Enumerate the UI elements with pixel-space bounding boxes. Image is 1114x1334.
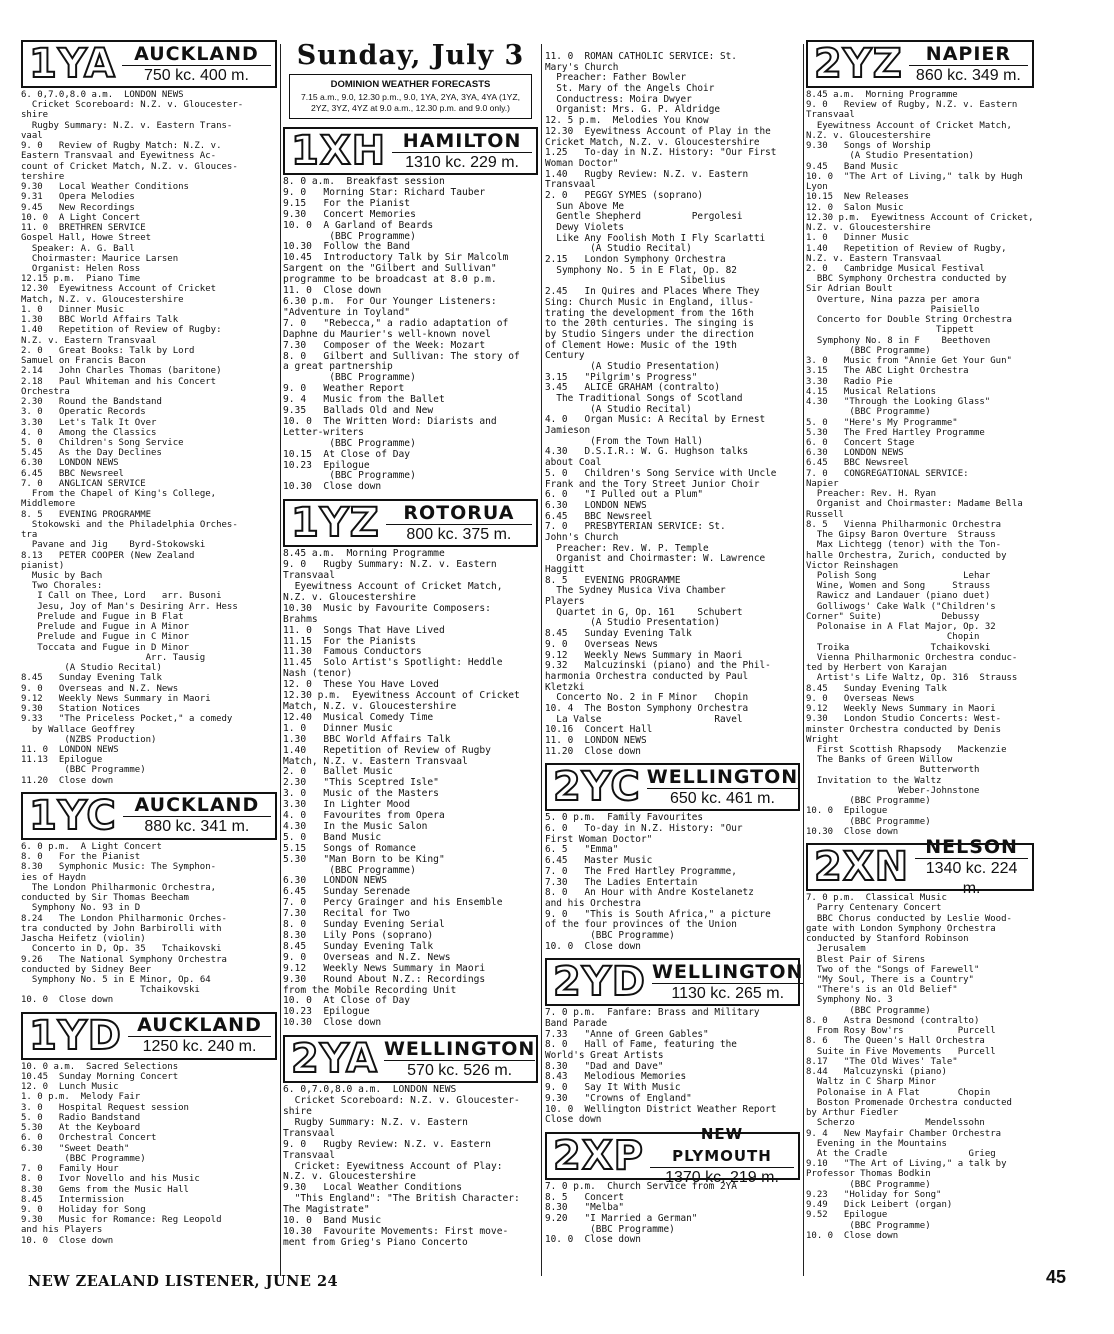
station-frequency: 880 kc. 341 m. xyxy=(144,818,250,836)
station-city: NELSON xyxy=(915,836,1028,859)
station-1ya-schedule: 6. 0,7.0,8.0 a.m. LONDON NEWS Cricket Scoreboard: N.Z. v. Gloucester- shire Rugby Summary: N.Z. v. Eastern Trans- vaal 9. 0 Review of Rugby Match: N.Z. v. Eastern Transvaal and Eyewitness Ac- count of Cricket Match, N.Z. v. Glouces- tershire 9.30 Local Weather Conditions 9.31 Opera Melodies 9.45 New Recordings 10. 0 A Light Concert 11. 0 BRETHREN SERVICE Gospel Hall, Howe Street Speaker: A. G. Ball Choirmaster: Maurice Larsen Organist: Helen Ross 12.15 p.m. Piano Time 12.30 Eyewitness Account of Cricket Match, N.Z. v. Gloucestershire 1. 0 Dinner Music 1.30 BBC World Affairs Talk 1.40 Repetition of Review of Rugby: N.Z. v. Eastern Transvaal 2. 0 Great Books: Talk by Lord Samuel on Francis Bacon 2.14 John Charles Thomas (baritone) 2.18 Paul Whiteman and his Concert Orchestra 2.30 Round the Bandstand 3. 0 Operatic Records 3.30 Let's Talk It Over 4. 0 Among the Classics 5. 0 Children's Song Service 5.45 As the Day Declines 6.30 LONDON NEWS 6.45 BBC Newsreel 7. 0 ANGLICAN SERVICE From the Chapel of King's College, Middlemore 8. 5 EVENING PROGRAMME Stokowski and the Philadelphia Orches- tra Pavane and Jig Byrd-Stokowski 8.13 PETER COOPER (New Zealand pianist) Music by Bach Two Chorales: I Call on Thee, Lord arr. Busoni Jesu, Joy of Man's Desiring Arr. Hess Prelude and Fugue in B Flat Prelude and Fugue in A Minor Prelude and Fugue in C Minor Toccata and Fugue in D Minor Arr. Tausig (A Studio Recital) 8.45 Sunday Evening Talk 9. 0 Overseas and N.Z. News 9.12 Weekly News Summary in Maori 9.30 Station Notices 9.33 "The Priceless Pocket," a comedy by Wallace Geoffrey (NZBS Production) 11. 0 LONDON NEWS 11.13 Epilogue (BBC Programme) 11.20 Close down xyxy=(21,90,244,786)
column-divider xyxy=(803,44,804,1276)
page-number: 45 xyxy=(1045,1267,1066,1287)
station-call-sign: 2XP xyxy=(553,1132,644,1179)
weather-forecast-box xyxy=(289,74,532,119)
station-frequency: 750 kc. 400 m. xyxy=(143,66,249,84)
column-4 xyxy=(806,40,1034,1241)
station-call-sign: 1YC xyxy=(29,792,117,839)
station-2yd-schedule: 7. 0 p.m. Fanfare: Brass and Military Band Parade 7.33 "Anne of Green Gables" 8. 0 Hall of Fame, featuring the World's Great Artists 8.30 "Dad and Dave" 8.43 Melodious Memories 9. 0 Say It With Music 9.30 "Crowns of England" 10. 0 Wellington District Weather Report Close down xyxy=(545,1007,777,1126)
station-call-sign: 1XH xyxy=(291,128,387,174)
station-2xp-schedule: 7. 0 p.m. Church Service from 2YA 8. 5 Concert 8.30 "Melba" 9.20 "I Married a German" (BBC Programme) 10. 0 Close down xyxy=(545,1180,737,1246)
column-divider xyxy=(280,44,281,1276)
station-call-sign: 1YA xyxy=(29,41,116,87)
station-city: NEW PLYMOUTH xyxy=(650,1123,794,1168)
page-title: Sunday, July 3 xyxy=(296,40,525,71)
station-city: ROTORUA xyxy=(386,502,532,525)
station-city: NAPIER xyxy=(909,43,1028,66)
station-2xn-schedule: 7. 0 p.m. Classical Music Parry Centenary Concert BBC Chorus conducted by Leslie Wood- gate with London Symphony Orchestra conducted by Stanford Robinson Jerusalem Blest Pair of Sirens Two of the "Songs of Farewell" "My Soul, There is a Country" "There's is an Old Belief" Symphony No. 3 (BBC Programme) 8. 0 Astra Desmond (contralto) From Rosy Bow'rs Purcell 8. 6 The Queen's Hall Orchestra Suite in Five Movements Purcell 8.17 "The Old Wives' Tale" 8.44 Malcuzynski (piano) Waltz in C Sharp Minor Polonaise in A Flat Chopin Boston Promenade Orchestra conducted by Arthur Fiedler Scherzo Mendelssohn 9. 4 New Mayfair Chamber Orchestra Evening in the Mountains At the Cradle Grieg 9.10 "The Art of Living," a talk by Professor Thomas Bodkin (BBC Programme) 9.23 "Holiday for Song" 9.49 Dick Leibert (organ) 9.52 Epilogue (BBC Programme) 10. 0 Close down xyxy=(806,893,1012,1241)
station-frequency: 1130 kc. 265 m. xyxy=(671,984,785,1002)
station-2yc-header xyxy=(545,763,800,811)
forecast-heading: DOMINION WEATHER FORECASTS xyxy=(330,79,491,90)
station-frequency: 860 kc. 349 m. xyxy=(915,66,1021,84)
station-call-sign: 2YD xyxy=(553,959,646,1006)
station-city: HAMILTON xyxy=(392,130,532,153)
station-frequency: 570 kc. 526 m. xyxy=(407,1061,513,1079)
station-city: AUCKLAND xyxy=(122,43,271,66)
station-1yd-schedule: 10. 0 a.m. Sacred Selections 10.45 Sunday Morning Concert 12. 0 Lunch Music 1. 0 p.m. Melody Fair 3. 0 Hospital Request session 5. 0 Radio Bandstand 5.30 At the Keyboard 6. 0 Orchestral Concert 6.30 "Sweet Death" (BBC Programme) 7. 0 Family Hour 8. 0 Ivor Novello and his Music 8.30 Gems from the Music Hall 8.45 Intermission 9. 0 Holiday for Song 9.30 Music for Romance: Reg Leopold and his Players 10. 0 Close down xyxy=(21,1061,222,1246)
station-city: AUCKLAND xyxy=(128,1014,271,1037)
station-call-sign: 1YZ xyxy=(291,500,380,547)
station-2ya-header xyxy=(283,1035,538,1083)
publication-footer: NEW ZEALAND LISTENER, JUNE 24 xyxy=(28,1273,339,1290)
station-1ya-header xyxy=(21,40,277,88)
station-1xh-header xyxy=(283,127,538,175)
station-1yz-header xyxy=(283,499,538,547)
station-city: AUCKLAND xyxy=(123,794,271,817)
station-frequency: 650 kc. 461 m. xyxy=(669,789,775,807)
forecast-text: 7.15 a.m., 9.0, 12.30 p.m., 9.0, 1YA, 2YA, 3YA, 4YA (1YZ, 2YZ, 3YZ, 4YZ at 9.0 a.m., 12.30 p.m. and 9.0 only.) xyxy=(300,92,521,113)
station-call-sign: 2YC xyxy=(553,764,641,811)
station-call-sign: 1YD xyxy=(29,1012,122,1059)
station-city: WELLINGTON xyxy=(383,1037,536,1060)
station-1yd-header xyxy=(21,1012,277,1060)
station-1xh-schedule: 8. 0 a.m. Breakfast session 9. 0 Morning Star: Richard Tauber 9.15 For the Pianist 9.30 Concert Memories 10. 0 A Garland of Beards (BBC Programme) 10.30 Follow the Band 10.45 Introductory Talk by Sir Malcolm Sargent on the "Gilbert and Sullivan" programme to be broadcast at 8.0 p.m. 11. 0 Close down 6.30 p.m. For Our Younger Listeners: "Adventure in Toyland" 7. 0 "Rebecca," a radio adaptation of Daphne du Maurier's well-known novel 7.30 Composer of the Week: Mozart 8. 0 Gilbert and Sullivan: The story of a great partnership (BBC Programme) 9. 0 Weather Report 9. 4 Music from the Ballet 9.35 Ballads Old and New 10. 0 The Written Word: Diarists and Letter-writers (BBC Programme) 10.15 At Close of Day 10.23 Epilogue (BBC Programme) 10.30 Close down xyxy=(283,176,520,493)
station-city: WELLINGTON xyxy=(652,960,804,983)
station-call-sign: 2YZ xyxy=(814,41,903,87)
station-1yc-schedule: 6. 0 p.m. A Light Concert 8. 0 For the Pianist 8.30 Symphonic Music: The Symphon- ies of Haydn The London Philharmonic Orchestra, conducted by Sir Thomas Beecham Symphony No. 93 in D 8.24 The London Philharmonic Orches- tra conducted by John Barbirolli with Jascha Heifetz (violin) Concerto in D, Op. 35 Tchaikovski 9.26 The National Symphony Orchestra conducted by Sidney Beer Symphony No. 5 in E Minor, Op. 64 Tchaikovski 10. 0 Close down xyxy=(21,841,227,1006)
station-2ya-schedule: 6. 0,7.0,8.0 a.m. LONDON NEWS Cricket Scoreboard: N.Z. v. Gloucester- shire Rugby Summary: N.Z. v. Eastern Transvaal 9. 0 Rugby Review: N.Z. v. Eastern Transvaal Cricket: Eyewitness Account of Play: N.Z. v. Gloucestershire 9.30 Local Weather Conditions "This England": "The British Character: The Magistrate" 10. 0 Band Music 10.30 Favourite Movements: First move- ment from Grieg's Piano Concerto xyxy=(283,1084,520,1248)
station-1yz-schedule: 8.45 a.m. Morning Programme 9. 0 Rugby Summary: N.Z. v. Eastern Transvaal Eyewitness Account of Cricket Match, N.Z. v. Gloucestershire 10.30 Music by Favourite Composers: Brahms 11. 0 Songs That Have Lived 11.15 For the Pianists 11.30 Famous Conductors 11.45 Solo Artist's Spotlight: Heddle Nash (tenor) 12. 0 These You Have Loved 12.30 p.m. Eyewitness Account of Cricket Match, N.Z. v. Gloucestershire 12.40 Musical Comedy Time 1. 0 Dinner Music 1.30 BBC World Affairs Talk 1.40 Repetition of Review of Rugby Match, N.Z. v. Eastern Transvaal 2. 0 Ballet Music 2.30 "This Sceptred Isle" 3. 0 Music of the Masters 3.30 In Lighter Mood 4. 0 Favourites from Opera 4.30 In the Music Salon 5. 0 Band Music 5.15 Songs of Romance 5.30 "Man Born to be King" (BBC Programme) 6.30 LONDON NEWS 6.45 Sunday Serenade 7. 0 Percy Grainger and his Ensemble 7.30 Recital for Two 8. 0 Sunday Evening Serial 8.30 Lily Pons (soprano) 8.45 Sunday Evening Talk 9. 0 Overseas and N.Z. News 9.12 Weekly News Summary in Maori 9.30 Round About N.Z.: Recordings from the Mobile Recording Unit 10. 0 At Close of Day 10.23 Epilogue 10.30 Close down xyxy=(283,548,520,1029)
station-frequency: 1370 kc. 219 m. xyxy=(665,1169,779,1187)
column-1 xyxy=(21,40,277,1246)
station-call-sign: 2YA xyxy=(291,1036,378,1083)
station-2yz-header xyxy=(806,40,1034,88)
station-2xp-header xyxy=(545,1125,800,1187)
station-2yd-header xyxy=(545,958,804,1006)
column-divider xyxy=(541,44,542,1276)
station-2xn-header xyxy=(806,835,1034,897)
station-2yc-schedule: 5. 0 p.m. Family Favourites 6. 0 To-day in N.Z. History: "Our First Woman Doctor" 6. 5 "Emma" 6.45 Master Music 7. 0 The Fred Hartley Programme, 7.30 The Ladies Entertain 8. 0 An Hour with Andre Kostelanetz and his Orchestra 9. 0 "This is South Africa," a picture of the four provinces of the Union (BBC Programme) 10. 0 Close down xyxy=(545,812,771,952)
station-call-sign: 2XN xyxy=(814,844,910,891)
station-2ya-schedule-continued: 11. 0 ROMAN CATHOLIC SERVICE: St. Mary's Church Preacher: Father Bowler St. Mary of the Angels Choir Conductress: Moira Dwyer Organist: Mrs. G. P. Aldridge 12. 5 p.m. Melodies You Know 12.30 Eyewitness Account of Play in the Cricket Match, N.Z. v. Gloucestershire 1.25 To-day in N.Z. History: "Our First Woman Doctor" 1.40 Rugby Review: N.Z. v. Eastern Transvaal 2. 0 PEGGY SYMES (soprano) Sun Above Me Gentle Shepherd Pergolesi Dewy Violets Like Any Foolish Moth I Fly Scarlatti (A Studio Recital) 2.15 London Symphony Orchestra Symphony No. 5 in E Flat, Op. 82 Sibelius 2.45 In Quires and Places Where They Sing: Church Music in England, illus- trating the development from the 16th to the 20th centuries. The singing is by Studio Singers under the direction of Clement Howe: Music of the 19th Century (A Studio Presentation) 3.15 "Pilgrim's Progress" 3.45 ALICE GRAHAM (contralto) The Traditional Songs of Scotland (A Studio Recital) 4. 0 Organ Music: A Recital by Ernest Jamieson (From the Town Hall) 4.30 D.S.I.R.: W. G. Hughson talks about Coal 5. 0 Children's Song Service with Uncle Frank and the Tory Street Junior Choir 6. 0 "I Pulled out a Plum" 6.30 LONDON NEWS 6.45 BBC Newsreel 7. 0 PRESBYTERIAN SERVICE: St. John's Church Preacher: Rev. W. P. Temple Organist and Choirmaster: W. Lawrence Haggitt 8. 5 EVENING PROGRAMME The Sydney Musica Viva Chamber Players Quartet in G, Op. 161 Schubert (A Studio Presentation) 8.45 Sunday Evening Talk 9. 0 Overseas News 9.12 Weekly News Summary in Maori 9.32 Malcuzinski (piano) and the Phil- harmonia Orchestra conducted by Paul Kletzki Concerto No. 2 in F Minor Chopin 10. 4 The Boston Symphony Orchestra La Valse Ravel 10.16 Concert Hall 11. 0 LONDON NEWS 11.20 Close down xyxy=(545,51,777,757)
column-3 xyxy=(545,40,804,1246)
station-frequency: 800 kc. 375 m. xyxy=(406,525,512,543)
column-2 xyxy=(283,40,538,1249)
station-frequency: 1340 kc. 224 m. xyxy=(925,859,1018,897)
station-city: WELLINGTON xyxy=(646,765,799,788)
station-frequency: 1310 kc. 229 m. xyxy=(405,153,519,171)
station-2yz-schedule: 8.45 a.m. Morning Programme 9. 0 Review of Rugby, N.Z. v. Eastern Transvaal Eyewitness Account of Cricket Match, N.Z. v. Gloucestershire 9.30 Songs of Worship (A Studio Presentation) 9.45 Band Music 10. 0 "The Art of Living," talk by Hugh Lyon 10.15 New Releases 12. 0 Salon Music 12.30 p.m. Eyewitness Account of Cricket, N.Z. v. Gloucestershire 1. 0 Dinner Music 1.40 Repetition of Review of Rugby, N.Z. v. Eastern Transvaal 2. 0 Cambridge Musical Festival BBC Symphony Orchestra conducted by Sir Adrian Boult Overture, Nina pazza per amora Paisiello Concerto for Double String Orchestra Tippett Symphony No. 8 in F Beethoven (BBC Programme) 3. 0 Music from "Annie Get Your Gun" 3.15 The ABC Light Orchestra 3.30 Radio Pie 4.15 Musical Relations 4.30 "Through the Looking Glass" (BBC Programme) 5. 0 "Here's My Programme" 5.30 The Fred Hartley Programme 6. 0 Concert Stage 6.30 LONDON NEWS 6.45 BBC Newsreel 7. 0 CONGREGATIONAL SERVICE: Napier Preacher: Rev. H. Ryan Organist and Choirmaster: Madame Bella Russell 8. 5 Vienna Philharmonic Orchestra The Gipsy Baron Overture Strauss Max Lichtegg (tenor) with the Ton- halle Orchestra, Zurich, conducted by Victor Reinshagen Polish Song Lehar Wine, Women and Song Strauss Rawicz and Landauer (piano duet) Golliwogs' Cake Walk ("Children's Corner" Suite) Debussy Polonaise in A Flat Major, Op. 32 Chopin Troika Tchaikovski Vienna Philharmonic Orchestra conduc- ted by Herbert von Karajan Artist's Life Waltz, Op. 316 Strauss 8.45 Sunday Evening Talk 9. 0 Overseas News 9.12 Weekly News Summary in Maori 9.30 London Studio Concerts: West- minster Orchestra conducted by Denis Wright First Scottish Rhapsody Mackenzie The Banks of Green Willow Butterworth Invitation to the Waltz Weber-Johnstone (BBC Programme) 10. 0 Epilogue (BBC Programme) 10.30 Close down xyxy=(806,90,1034,837)
station-1yc-header xyxy=(21,792,277,840)
station-frequency: 1250 kc. 240 m. xyxy=(142,1038,257,1056)
